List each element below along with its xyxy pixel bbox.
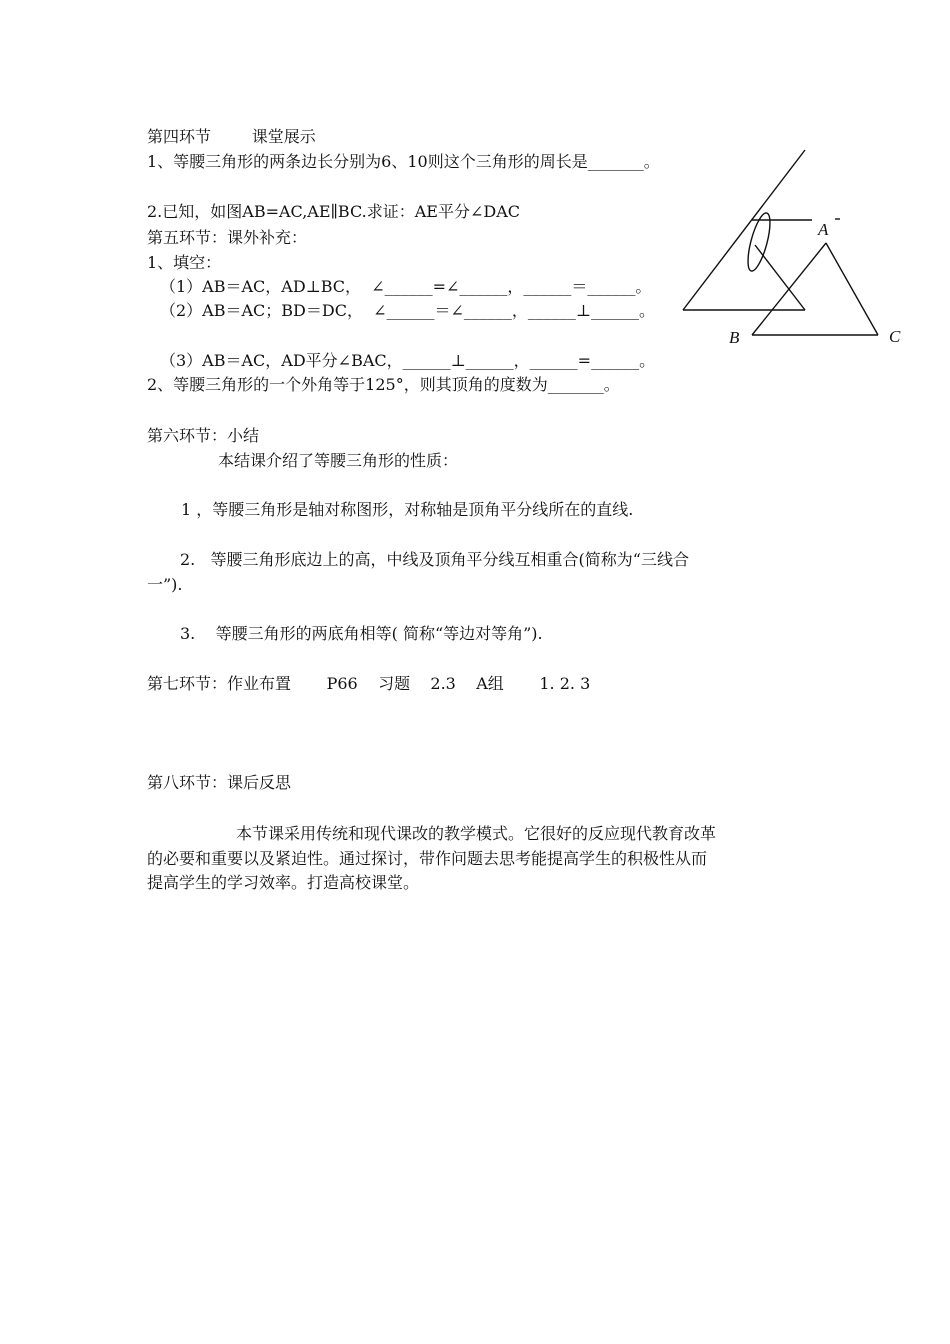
summary-point-2-line-1: 2. 等腰三角形底边上的高，中线及顶角平分线互相重合(简称为“三线合 xyxy=(180,550,689,569)
summary-point-2-line-2: 一”). xyxy=(147,575,183,594)
fill-in-item-3: （3）AB＝AC，AD平分∠BAC，______⊥______，______=______。 xyxy=(160,351,656,370)
fill-in-item-1: （1）AB＝AC，AD⊥BC， ∠______=∠______，______＝______。 xyxy=(160,277,652,296)
section8-title: 第八环节：课后反思 xyxy=(147,773,292,792)
section4-question-2: 2.已知，如图AB=AC,AE∥BC.求证：AE平分∠DAC xyxy=(147,202,521,221)
label-b: B xyxy=(729,328,740,347)
section7-title: 第七环节：作业布置 P66 习题 2.3 A组 1. 2. 3 xyxy=(147,674,591,693)
section4-title: 第四环节 课堂展示 xyxy=(147,127,316,146)
label-a: A xyxy=(818,220,829,239)
section4-question-1: 1、等腰三角形的两条边长分别为6、10则这个三角形的周长是_______。 xyxy=(147,152,660,171)
figure-line-ac xyxy=(826,243,878,335)
triangle-figure xyxy=(0,0,950,420)
fill-in-title: 1、填空： xyxy=(147,253,222,272)
section5-question-2: 2、等腰三角形的一个外角等于125°，则其顶角的度数为_______。 xyxy=(147,375,620,394)
reflection-line-2: 的必要和重要以及紧迫性。通过探讨，带作问题去思考能提高学生的积极性从而 xyxy=(147,849,708,868)
label-c: C xyxy=(889,327,901,346)
summary-point-1: 1 ，等腰三角形是轴对称图形，对称轴是顶角平分线所在的直线. xyxy=(181,500,634,519)
reflection-line-3: 提高学生的学习效率。打造高校课堂。 xyxy=(147,873,420,892)
fill-in-item-2: （2）AB＝AC；BD＝DC， ∠______＝∠______，______⊥______。 xyxy=(160,301,655,320)
summary-point-3: 3. 等腰三角形的两底角相等( 简称“等边对等角”). xyxy=(180,624,543,643)
section5-title: 第五环节：课外补充： xyxy=(147,228,308,247)
section6-title: 第六环节：小结 xyxy=(147,426,260,445)
summary-intro: 本结课介绍了等腰三角形的性质： xyxy=(218,451,459,470)
reflection-line-1: 本节课采用传统和现代课改的教学模式。它很好的反应现代教育改革 xyxy=(236,824,717,843)
